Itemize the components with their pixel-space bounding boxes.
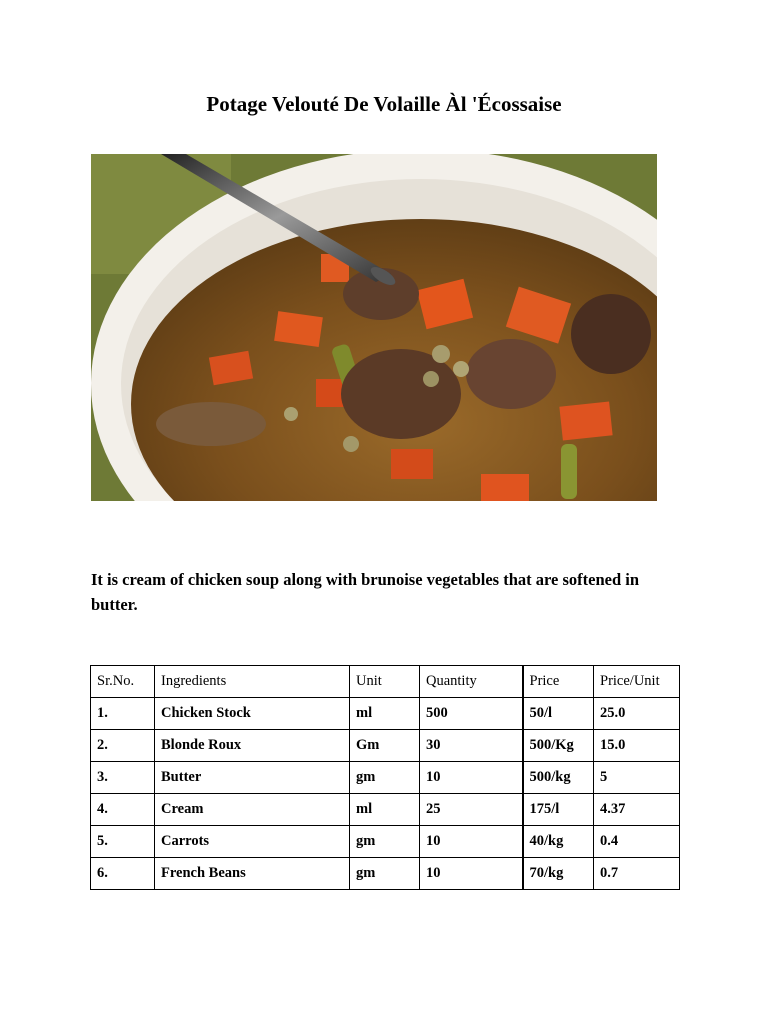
cell-quantity: 10 <box>420 826 523 858</box>
cell-quantity: 30 <box>420 730 523 762</box>
cell-ingredient: French Beans <box>155 858 350 890</box>
cell-price-unit: 15.0 <box>594 730 680 762</box>
cell-quantity: 10 <box>420 858 523 890</box>
cell-price: 50/l <box>523 698 594 730</box>
table-row <box>91 730 680 762</box>
cell-price-unit: 4.37 <box>594 794 680 826</box>
ingredients-table <box>90 665 680 890</box>
cell-unit: ml <box>350 698 420 730</box>
table-row <box>91 858 680 890</box>
cell-price-unit: 0.4 <box>594 826 680 858</box>
header-quantity: Quantity <box>420 666 523 698</box>
cell-unit: gm <box>350 826 420 858</box>
cell-srno: 5. <box>91 826 155 858</box>
table-row <box>91 794 680 826</box>
cell-srno: 3. <box>91 762 155 794</box>
cell-quantity: 10 <box>420 762 523 794</box>
cell-ingredient: Blonde Roux <box>155 730 350 762</box>
cell-price: 500/Kg <box>523 730 594 762</box>
header-srno: Sr.No. <box>91 666 155 698</box>
cell-price: 500/kg <box>523 762 594 794</box>
table-row <box>91 698 680 730</box>
cell-ingredient: Cream <box>155 794 350 826</box>
cell-ingredient: Butter <box>155 762 350 794</box>
table-row <box>91 762 680 794</box>
page-title: Potage Velouté De Volaille Àl 'Écossaise <box>206 92 562 116</box>
cell-price-unit: 0.7 <box>594 858 680 890</box>
cell-quantity: 25 <box>420 794 523 826</box>
cell-quantity: 500 <box>420 698 523 730</box>
cell-ingredient: Carrots <box>155 826 350 858</box>
cell-srno: 2. <box>91 730 155 762</box>
description-text: It is cream of chicken soup along with brunoise vegetables that are softened in butter. <box>91 570 640 614</box>
header-unit: Unit <box>350 666 420 698</box>
cell-unit: ml <box>350 794 420 826</box>
header-ingredients: Ingredients <box>155 666 350 698</box>
cell-price-unit: 25.0 <box>594 698 680 730</box>
cell-srno: 1. <box>91 698 155 730</box>
cell-price: 40/kg <box>523 826 594 858</box>
header-price: Price <box>523 666 594 698</box>
cell-ingredient: Chicken Stock <box>155 698 350 730</box>
cell-srno: 4. <box>91 794 155 826</box>
cell-price: 175/l <box>523 794 594 826</box>
cell-unit: Gm <box>350 730 420 762</box>
cell-unit: gm <box>350 762 420 794</box>
table-row <box>91 826 680 858</box>
header-price-unit: Price/Unit <box>594 666 680 698</box>
cell-srno: 6. <box>91 858 155 890</box>
table-header-row <box>91 666 680 698</box>
cell-unit: gm <box>350 858 420 890</box>
cell-price: 70/kg <box>523 858 594 890</box>
cell-price-unit: 5 <box>594 762 680 794</box>
soup-photo <box>91 154 657 501</box>
